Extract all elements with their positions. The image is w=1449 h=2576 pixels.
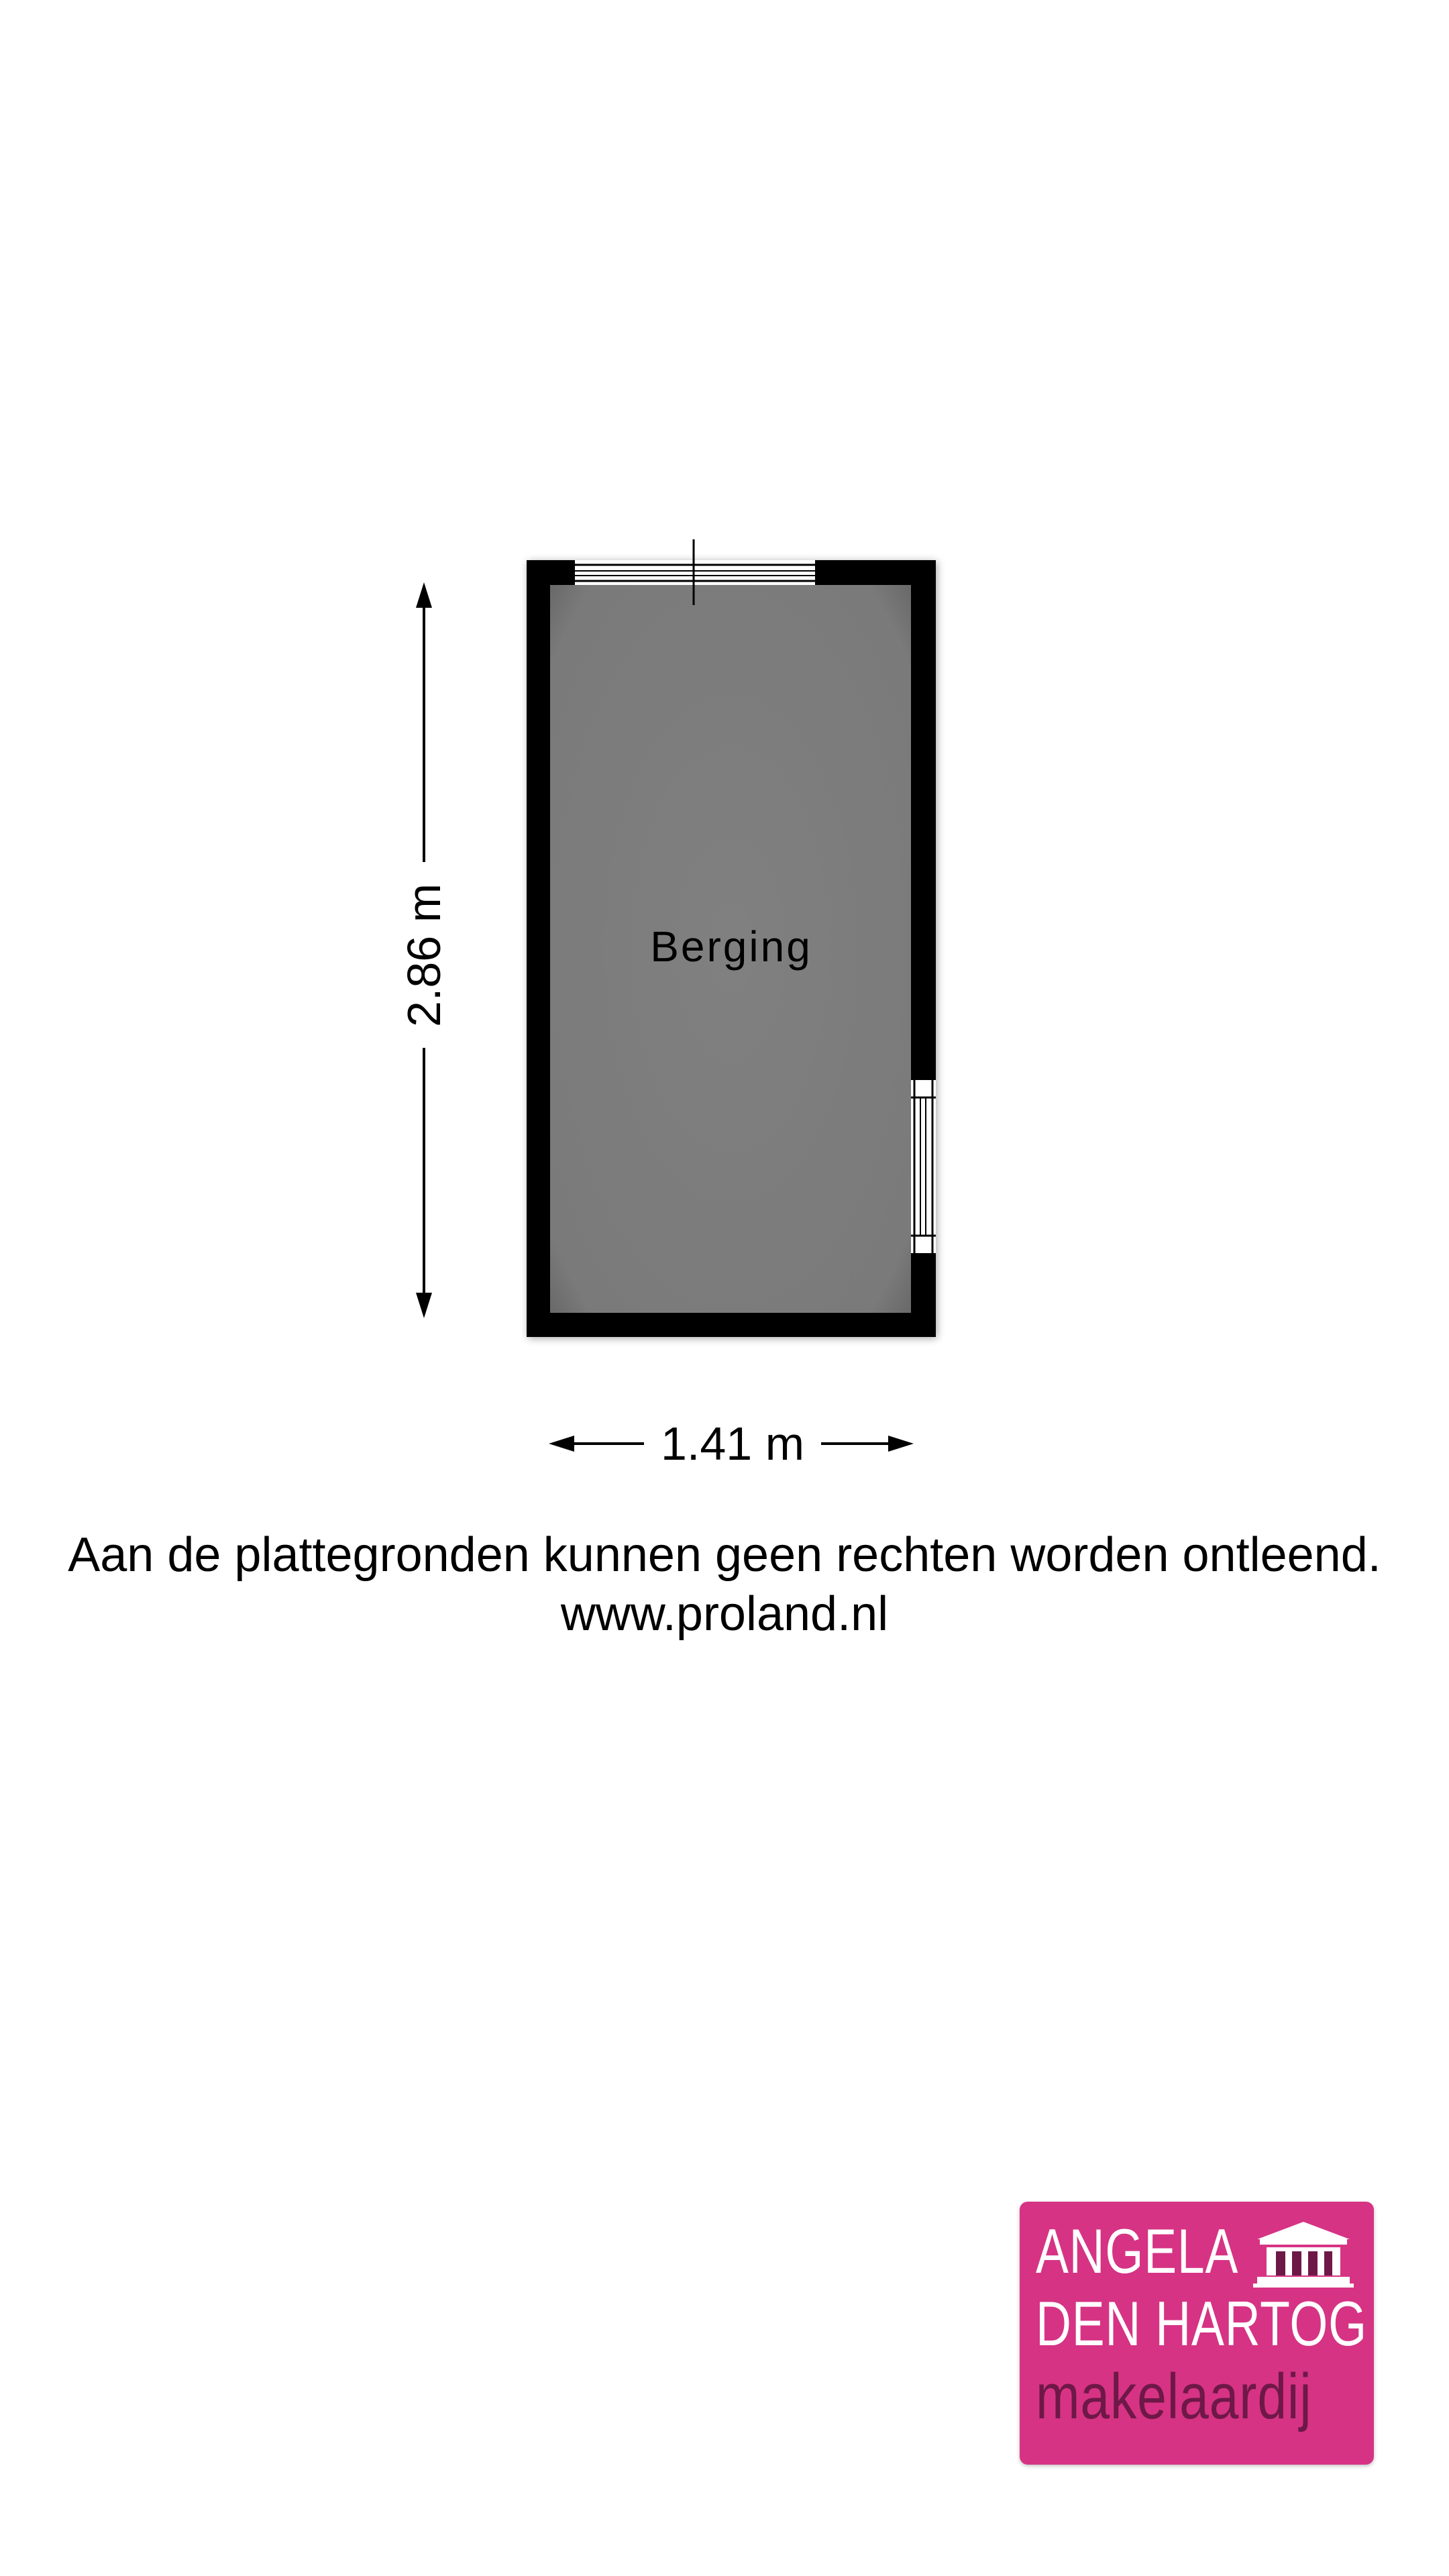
room-label: Berging <box>650 922 812 971</box>
agency-logo <box>1020 2202 1374 2465</box>
arrow-down-icon <box>416 1293 432 1318</box>
arrow-left-icon <box>549 1436 574 1452</box>
arrow-right-icon <box>888 1436 914 1452</box>
right-window <box>911 1080 936 1253</box>
logo-line-makelaardij: makelaardij <box>1036 2361 1312 2432</box>
logo-line-angela: ANGELA <box>1036 2216 1239 2286</box>
arrow-up-icon <box>416 582 432 608</box>
disclaimer-text: Aan de plattegronden kunnen geen rechten worden ontleend. <box>68 1528 1381 1582</box>
logo-line-den-hartog: DEN HARTOG <box>1036 2288 1367 2359</box>
height-dimension-label: 2.86 m <box>398 883 450 1027</box>
website-url: www.proland.nl <box>560 1587 889 1641</box>
building-columns-icon <box>1253 2219 1354 2289</box>
width-dimension-label: 1.41 m <box>661 1417 804 1470</box>
